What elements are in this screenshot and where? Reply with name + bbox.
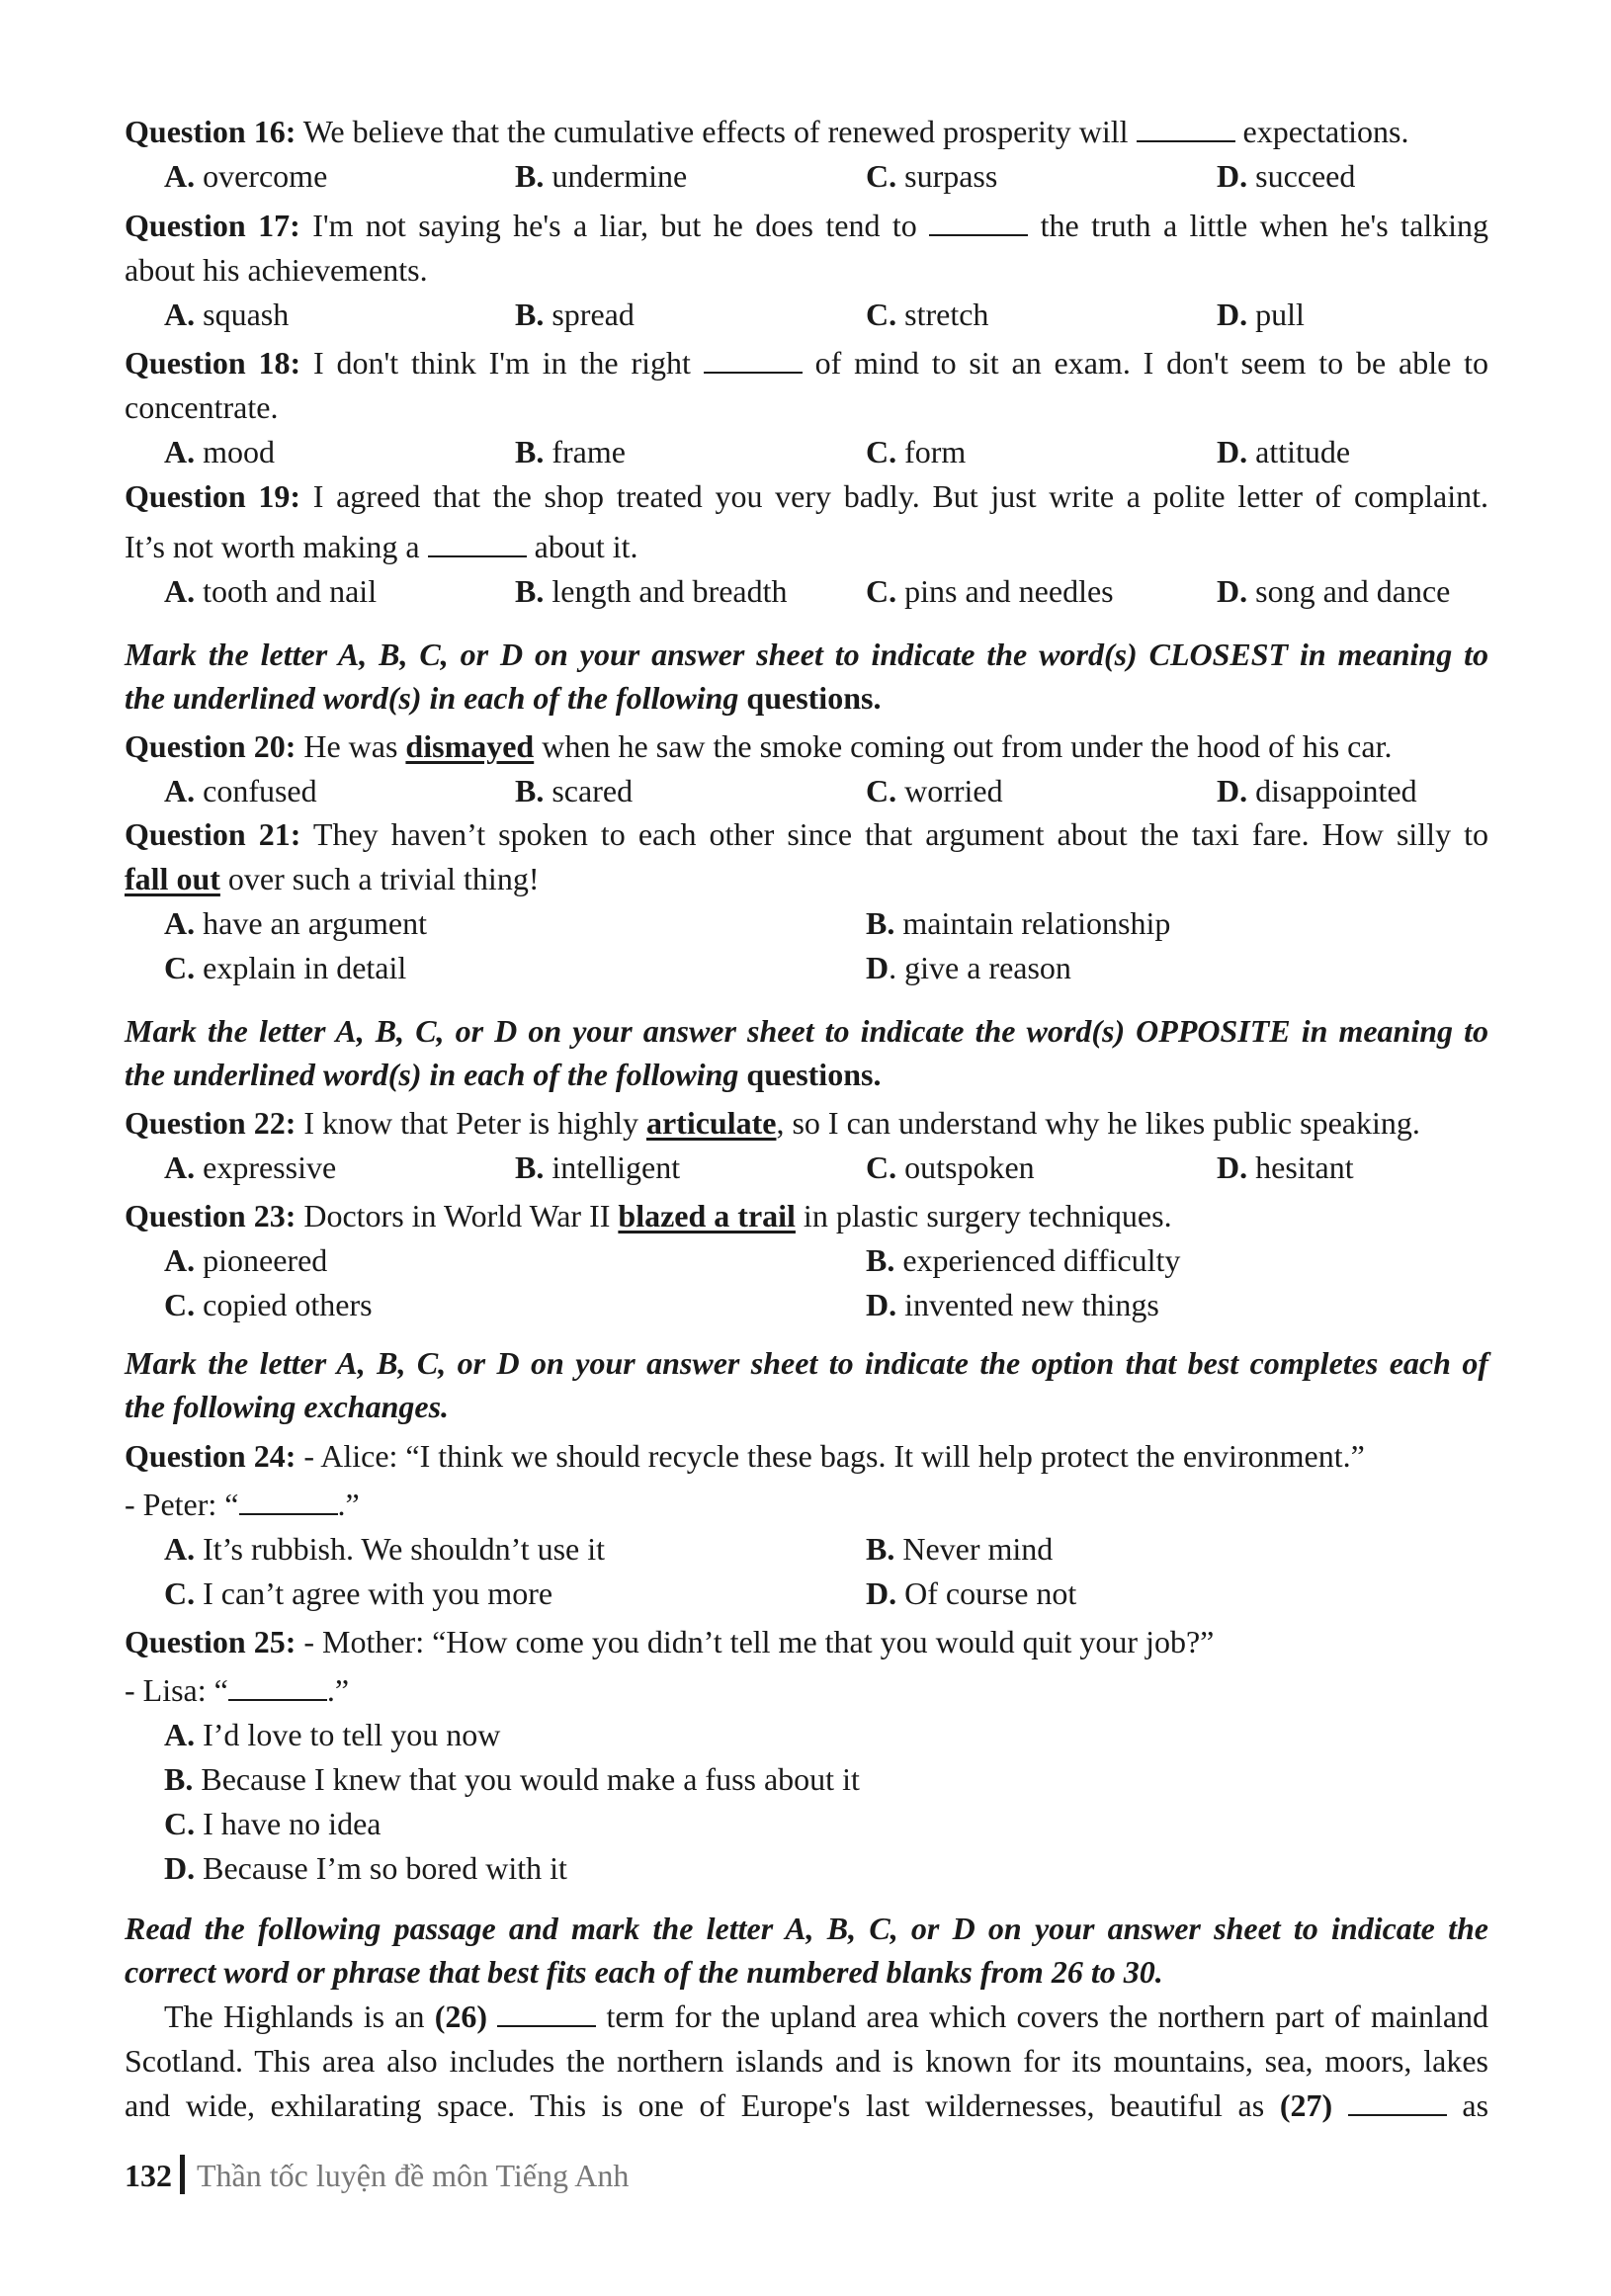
- option-b: B. spread: [515, 297, 635, 332]
- question-reply: - Lisa: “ .”: [125, 1672, 350, 1708]
- answer-blank: [1137, 115, 1235, 142]
- option-a: A. tooth and nail: [164, 573, 378, 609]
- question-label: Question 23:: [125, 1198, 297, 1233]
- option-b: B. intelligent: [515, 1149, 681, 1185]
- option-c: C. I have no idea: [164, 1806, 382, 1841]
- answer-blank: [704, 346, 803, 374]
- question-text: I agreed that the shop treated you very badly. But just write a polite letter of complaint.: [312, 478, 1489, 514]
- instruction-closest: Mark the letter A, B, C, or D on your answer sheet to indicate the word(s) CLOSEST in meaning to: [125, 637, 1488, 672]
- question-24: Question 24: - Alice: “I think we should recycle these bags. It will help protect the environment.”: [125, 1438, 1365, 1474]
- option-a: A. overcome: [164, 158, 328, 194]
- instruction-opposite-line2: the underlined word(s) in each of the following questions.: [125, 1057, 882, 1092]
- option-b: B. length and breadth: [515, 573, 788, 609]
- option-c: C. pins and needles: [866, 573, 1114, 609]
- option-d: D. Of course not: [866, 1575, 1077, 1611]
- option-d: D. song and dance: [1217, 573, 1451, 609]
- option-b: B. frame: [515, 434, 626, 469]
- option-a: A. mood: [164, 434, 275, 469]
- question-25: Question 25: - Mother: “How come you didn’t tell me that you would quit your job?”: [125, 1624, 1215, 1659]
- question-19: [125, 476, 1488, 516]
- option-c: C. form: [866, 434, 967, 469]
- footer-divider: [180, 2155, 185, 2194]
- option-a: A. It’s rubbish. We shouldn’t use it: [164, 1531, 606, 1567]
- answer-blank: [228, 1673, 327, 1701]
- option-c: C. outspoken: [866, 1149, 1035, 1185]
- option-a: A. expressive: [164, 1149, 337, 1185]
- option-d: D. invented new things: [866, 1287, 1159, 1322]
- question-label: Question 16:: [125, 114, 297, 149]
- answer-blank: [497, 1999, 596, 2027]
- question-17: [125, 206, 1488, 245]
- option-a: A. have an argument: [164, 905, 427, 941]
- option-b: B. Because I knew that you would make a fuss about it: [164, 1761, 860, 1797]
- underlined-word: dismayed: [405, 728, 535, 764]
- option-c: C. copied others: [164, 1287, 373, 1322]
- option-d: D. Because I’m so bored with it: [164, 1850, 567, 1886]
- question-label: Question 21:: [125, 816, 301, 852]
- page-number: 132: [125, 2158, 172, 2193]
- question-label: Question 19:: [125, 478, 301, 514]
- question-label: Question 25:: [125, 1624, 297, 1659]
- option-b: B. undermine: [515, 158, 688, 194]
- question-20: Question 20: He was dismayed when he saw the smoke coming out from under the hood of his car.: [125, 728, 1393, 764]
- option-c: C. I can’t agree with you more: [164, 1575, 553, 1611]
- option-c: C. worried: [866, 773, 1003, 808]
- option-d: D. succeed: [1217, 158, 1356, 194]
- question-text-cont: fall out over such a trivial thing!: [125, 861, 540, 896]
- answer-blank: [929, 209, 1028, 236]
- option-d: D. give a reason: [866, 950, 1071, 985]
- answer-blank: [1348, 2088, 1447, 2116]
- answer-blank: [428, 530, 527, 557]
- instruction-closest-line2: the underlined word(s) in each of the following questions.: [125, 680, 882, 716]
- question-16: [125, 112, 1488, 151]
- question-label: Question 18:: [125, 345, 301, 381]
- instruction-passage-line2: correct word or phrase that best fits each of the numbered blanks from 26 to 30.: [125, 1954, 1163, 1990]
- question-23: Question 23: Doctors in World War II blazed a trail in plastic surgery techniques.: [125, 1198, 1172, 1233]
- instruction-exchanges: Mark the letter A, B, C, or D on your answer sheet to indicate the option that best completes each of: [125, 1345, 1488, 1381]
- option-d: D. pull: [1217, 297, 1305, 332]
- book-title: Thần tốc luyện đề môn Tiếng Anh: [197, 2158, 630, 2193]
- question-18: [125, 343, 1488, 383]
- option-a: A. confused: [164, 773, 317, 808]
- option-d: D. disappointed: [1217, 773, 1417, 808]
- option-a: A. pioneered: [164, 1242, 328, 1278]
- option-d: D. hesitant: [1217, 1149, 1354, 1185]
- answer-blank: [239, 1488, 338, 1515]
- underlined-word: blazed a trail: [618, 1198, 796, 1233]
- instruction-exchanges-line2: the following exchanges.: [125, 1389, 450, 1424]
- underlined-word: fall out: [125, 861, 220, 896]
- option-a: A. I’d love to tell you now: [164, 1717, 501, 1752]
- page-footer: [125, 2155, 629, 2195]
- question-21: Question 21: They haven’t spoken to each other since that argument about the taxi fare. How silly to: [125, 816, 1489, 852]
- passage-line: Scotland. This area also includes the northern islands and is known for its mountains, sea, moors, lakes: [125, 2043, 1488, 2079]
- blank-number: (26): [434, 1998, 488, 2034]
- passage-line: and wide, exhilarating space. This is one of Europe's last wildernesses, beautiful as (27) as: [125, 2087, 1489, 2123]
- blank-number: (27): [1279, 2087, 1333, 2123]
- question-text: of mind to sit an exam. I don't seem to be able to: [814, 345, 1489, 381]
- option-c: C. explain in detail: [164, 950, 407, 985]
- option-c: C. surpass: [866, 158, 998, 194]
- question-label: Question 22:: [125, 1105, 297, 1141]
- question-text-cont: It’s not worth making a about it.: [125, 529, 638, 564]
- option-b: B. maintain relationship: [866, 905, 1171, 941]
- question-22: Question 22: I know that Peter is highly articulate, so I can understand why he likes public speaking.: [125, 1105, 1420, 1141]
- question-text-cont: concentrate.: [125, 389, 279, 425]
- option-b: B. scared: [515, 773, 634, 808]
- instruction-passage: Read the following passage and mark the letter A, B, C, or D on your answer sheet to indicate the: [125, 1911, 1488, 1946]
- question-text: I don't think I'm in the right: [313, 345, 691, 381]
- question-text: We believe that the cumulative effects of renewed prosperity will: [302, 114, 1129, 149]
- option-d: D. attitude: [1217, 434, 1351, 469]
- instruction-opposite: Mark the letter A, B, C, or D on your answer sheet to indicate the word(s) OPPOSITE in meaning to: [125, 1013, 1488, 1049]
- option-b: B. experienced difficulty: [866, 1242, 1181, 1278]
- question-text-cont: about his achievements.: [125, 252, 428, 288]
- question-text: expectations.: [1242, 114, 1409, 149]
- question-label: Question 20:: [125, 728, 297, 764]
- option-c: C. stretch: [866, 297, 989, 332]
- question-reply: - Peter: “ .”: [125, 1487, 360, 1522]
- option-a: A. squash: [164, 297, 290, 332]
- question-text: the truth a little when he's talking: [1040, 208, 1489, 243]
- underlined-word: articulate: [645, 1105, 777, 1141]
- question-label: Question 24:: [125, 1438, 297, 1474]
- passage-line: The Highlands is an (26) term for the upland area which covers the northern part of mainland: [164, 1998, 1489, 2034]
- question-label: Question 17:: [125, 208, 300, 243]
- question-text: I'm not saying he's a liar, but he does tend to: [312, 208, 917, 243]
- option-b: B. Never mind: [866, 1531, 1054, 1567]
